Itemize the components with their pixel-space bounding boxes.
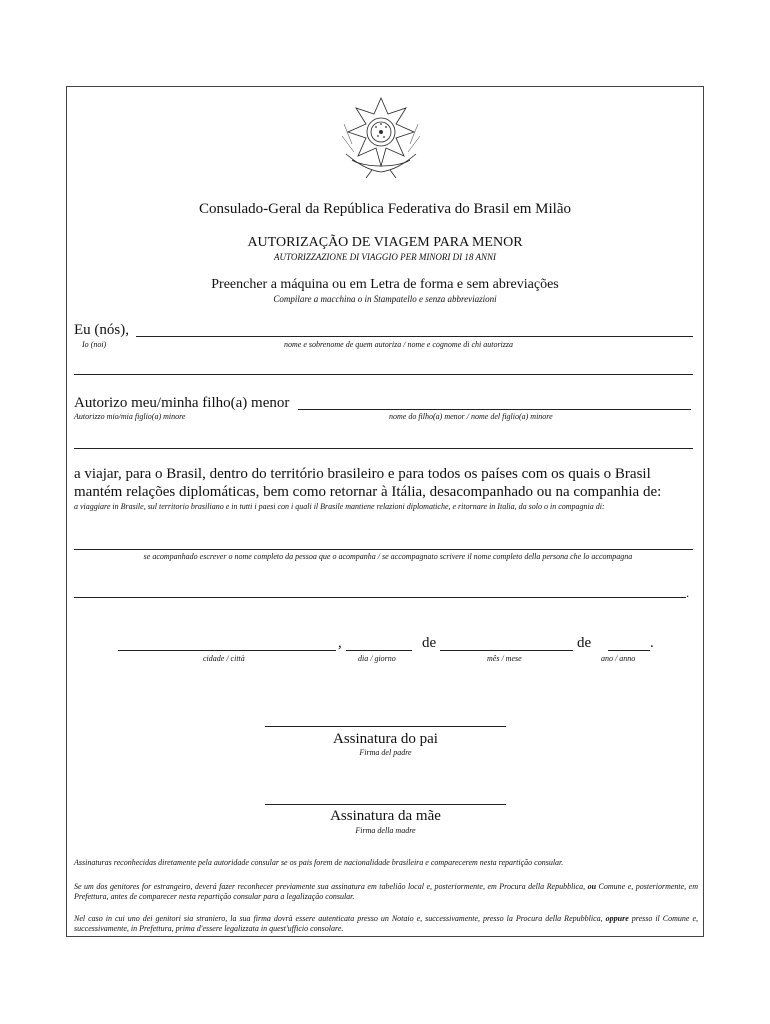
brazil-coat-of-arms-icon bbox=[338, 94, 424, 178]
mother-signature-label: Assinatura da mãe bbox=[330, 808, 441, 824]
minor-name-hint: nome do filho(a) menor / nome del figlio(a) minore bbox=[389, 412, 553, 421]
footer-note-pt-2: Se um dos genitores for estrangeiro, deverá fazer reconhecer previamente sua assinatura em tabelião local e, posteriormente, em Procura della Repubblica, ou Comune e, posteriormente, em Prefettura, antes de comparecer nesta repartição consular para a legalização consular. bbox=[74, 882, 699, 901]
date-comma: , bbox=[338, 635, 342, 651]
document-title: AUTORIZAÇÃO DE VIAGEM PARA MENOR bbox=[247, 235, 523, 250]
authorizer-name-line[interactable] bbox=[136, 336, 693, 337]
filho-label-italian: Autorizzo mio/mia figlio(a) minore bbox=[74, 412, 186, 421]
authorizer-extra-line[interactable] bbox=[74, 374, 693, 375]
city-line[interactable] bbox=[118, 650, 336, 651]
companion-extra-line[interactable] bbox=[74, 597, 686, 598]
mother-signature-label-italian: Firma della madre bbox=[355, 826, 416, 835]
father-signature-label: Assinatura do pai bbox=[333, 731, 438, 747]
travel-text-italian: a viaggiare in Brasile, sul territorio brasiliano e in tutti i paesi con i quali il Brasile mantiene relazioni diplomatiche, e ritornare in Italia, da solo o in compagnia di: bbox=[74, 502, 605, 511]
year-label: ano / anno bbox=[601, 654, 636, 663]
year-line[interactable] bbox=[608, 650, 650, 651]
mother-signature-line[interactable] bbox=[265, 804, 506, 805]
companion-name-line[interactable] bbox=[74, 549, 693, 550]
authorizer-name-hint: nome e sobrenome de quem autoriza / nome e cognome di chi autorizza bbox=[284, 340, 513, 349]
eu-label: Eu (nós), bbox=[74, 322, 129, 338]
travel-text-line2: mantém relações diplomáticas, bem como retornar à Itália, desacompanhado ou na companhia de: bbox=[74, 484, 662, 500]
eu-label-italian: Io (noi) bbox=[82, 340, 107, 349]
date-period: . bbox=[650, 635, 654, 651]
footer-note-it: Nel caso in cui uno dei genitori sia straniero, la sua firma dovrà essere autenticata presso un Notaio e, successivamente, presso la Procura della Repubblica, oppure presso il Comune e, successivamente, in Prefettura, prima d'essere legalizzata in quest'ufficio consolare. bbox=[74, 914, 698, 933]
instructions: Preencher a máquina ou em Letra de forma e sem abreviações bbox=[211, 277, 559, 292]
minor-name-line[interactable] bbox=[298, 409, 691, 410]
companion-period: . bbox=[686, 585, 690, 600]
filho-label: Autorizo meu/minha filho(a) menor bbox=[74, 395, 290, 411]
father-signature-label-italian: Firma del padre bbox=[359, 748, 412, 757]
date-de-1: de bbox=[422, 635, 437, 651]
city-label: cidade / città bbox=[203, 654, 245, 663]
consulate-name: Consulado-Geral da República Federativa do Brasil em Milão bbox=[199, 201, 571, 217]
instructions-italian: Compilare a macchina o in Stampatello e senza abbreviazioni bbox=[273, 294, 497, 304]
travel-text-line1: a viajar, para o Brasil, dentro do território brasileiro e para todos os países com os quais o Brasil bbox=[74, 466, 651, 482]
date-de-2: de bbox=[577, 635, 592, 651]
document-title-italian: AUTORIZZAZIONE DI VIAGGIO PER MINORI DI 18 ANNI bbox=[274, 252, 496, 262]
footer-note-pt-bold: ou bbox=[587, 882, 597, 891]
day-label: dia / giorno bbox=[358, 654, 396, 663]
day-line[interactable] bbox=[346, 650, 412, 651]
companion-hint: se acompanhado escrever o nome completo da pessoa que o acompanha / se accompagnato scrivere il nome completo della persona che lo accompagna bbox=[143, 552, 633, 561]
footer-note-it-bold: oppure bbox=[605, 914, 629, 923]
father-signature-line[interactable] bbox=[265, 726, 506, 727]
month-label: mês / mese bbox=[487, 654, 522, 663]
footer-note-pt-1: Assinaturas reconhecidas diretamente pela autoridade consular se os pais forem de nacionalidade brasileira e comparecerem nesta repartição consular. bbox=[74, 858, 564, 867]
minor-extra-line[interactable] bbox=[74, 448, 693, 449]
month-line[interactable] bbox=[440, 650, 573, 651]
